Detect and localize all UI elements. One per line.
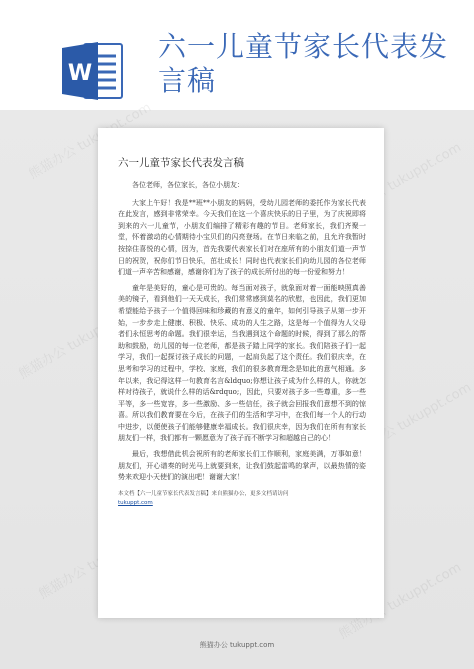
header-title: 六一儿童节家长代表发言稿 [158,30,449,97]
watermark: 熊猫办公 tukuppt.com [336,140,464,223]
footer-note-text: 本文档【六一儿童节家长代表发言稿】来自熊猫办公，更多文档请访问 [118,490,289,497]
site-label: 熊猫办公 tukuppt.com [199,641,275,649]
footer-note [118,490,366,508]
document-title: 六一儿童节家长代表发言稿 [118,157,244,169]
word-document-icon [62,40,126,102]
svg-text:W: W [67,61,93,86]
header [0,0,474,110]
watermark: 熊猫办公 [36,563,90,603]
paragraph: 最后，我想借此机会祝所有的老师家长们工作顺利，家庭美满，万事如意！朋友们，开心谱奏的时光马上就要到来，让我们鼓起雷鸣的掌声，以最热情的姿势来欢迎小天使们的演出吧！谢谢大家！ [118,450,366,482]
greeting: 各位老师，各位家长，各位小朋友： [132,181,244,189]
document-page [98,128,384,618]
footer-link[interactable]: tukuppt.com [118,499,153,506]
document-content [118,156,366,508]
watermark: 熊猫办公 tukuppt.com [346,380,474,463]
watermark: 熊猫办公 tukuppt.com [26,100,154,183]
watermark: 熊猫办公 tukuppt.com [336,560,464,643]
paragraph: 大家上午好！我是**班**小朋友的妈妈，受幼儿园老师的委托作为家长代表在此发言，感到非常荣幸。今天我们在这一个喜庆快乐的日子里，为了庆祝即将到来的六一儿童节，小朋友们编排了精彩有趣的节目。老师家长，我们齐聚一堂，怀着激动的心情期待小宝贝们的闪亮登场。在节日来临之前，且允许我暂时按捺住喜悦的心情，因为，首先我要代表家长们对在座所有的小朋友们道一声节日的祝贺，祝你们节日快乐，茁壮成长！同时也代表家长们向幼儿园的各位老师们道一声辛苦和感谢，感谢你们为了孩子的成长所付出的每一份爱和努力！ [118,198,366,277]
watermark: 熊猫办公 tukuppt.com [16,300,144,383]
paragraph: 童年是美好的，童心是可贵的。每当面对孩子，就象面对着一面能映照真善美的镜子，看到他们一天天成长，我们常常感到莫名的欣慰，也因此，我们更加希望能给予孩子一个值得回味和珍藏的有意义的童年，如何引导孩子从第一步开始，一步步走上健康、积极、快乐、成功的人生之路，这是每一个值得为人父母者们永恒思考的命题。我们很幸运，当我遇到这个命题的时候，得到了那么的帮助和鼓励，幼儿园的每一位老师，都是孩子踏上同学的家长。我们陪孩子们一起学习，我们一起探讨孩子成长的问题，一起肩负起了这个责任。我们很庆幸，在思考和学习的过程中，学校、家庭，我们的很多教育理念是如此的意气相通。多年以来，我记得这样一句教育名言&ldquo;你想让孩子成为什么样的人，你就怎样对待孩子，就说什么样的话&rdquo;，因此，只要对孩子多一些尊重，多一些平等，多一些宽容，多一些激励、多一些信任，孩子就会回报我们意想不到的惊喜。所以我们教育要在今后，在孩子们的生活和学习中，在我们每一个人的行动中进步，以便使孩子们能够健康幸福成长。我们很庆幸，因为我们在所有有家长朋友们一样，我们都有一颗愿意为了孩子而不断学习和超越自己的心！ [118,283,366,443]
